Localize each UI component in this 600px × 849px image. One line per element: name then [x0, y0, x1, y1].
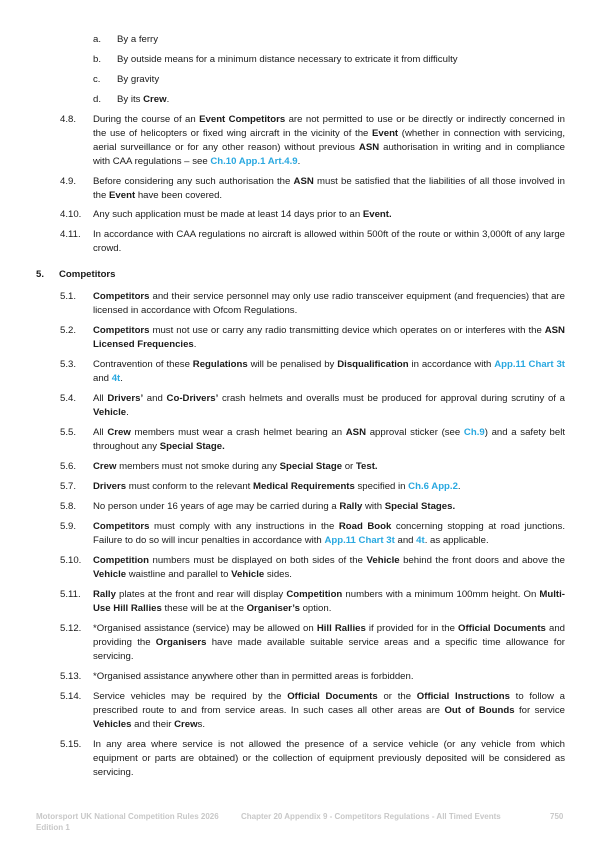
ref-app11-chart3t[interactable]: App.11 Chart 3t — [494, 359, 565, 370]
clause-5-14: 5.14. Service vehicles may be required by the Official Documents or the Official Instructions to follow a prescribed route to and from service areas. In such cases all other areas are Out of Bounds for service Vehicles and their Crews. — [60, 691, 566, 730]
ref-app11-chart3t[interactable]: App.11 Chart 3t — [324, 535, 395, 546]
ref-4t[interactable]: 4t — [111, 373, 121, 384]
ref-4t[interactable]: 4t — [416, 535, 425, 546]
footer-page-number: 750 — [550, 812, 564, 821]
clause-5-4: 5.4. All Drivers’ and Co-Drivers’ crash helmets and overalls must be produced for approval during scrutiny of a Vehicle. — [60, 393, 566, 418]
clause-5-2: 5.2. Competitors must not use or carry any radio transmitting device which operates on or interferes with the ASN Licensed Frequencies. — [60, 325, 565, 350]
clause-5-12: 5.12. *Organised assistance (service) may be allowed on Hill Rallies if provided for in the Official Documents and providing the Organisers have made available suitable service areas and a specific time allowance for servicing. — [60, 623, 565, 662]
clause-4-8: 4.8. During the course of an Event Competitors are not permitted to use or be directly or indirectly concerned in the use of helicopters or fixed wing aircraft in the vicinity of the Event (whether in connection with servicing, aerial surveillance or for any other reason) without previous ASN authorisation in writing and in compliance with CAA regulations – see Ch.10 App.1 Art.4.9. — [60, 114, 566, 167]
footer-chapter: Chapter 20 Appendix 9 - Competitors Regulations - All Timed Events — [241, 812, 501, 821]
clause-4-9: 4.9. Before considering any such authorisation the ASN must be satisfied that the liabilities of all those involved in the Event have been covered. — [60, 176, 566, 201]
clause-5-13: 5.13. *Organised assistance anywhere other than in permitted areas is forbidden. — [60, 671, 414, 682]
document-page: a. By a ferry b. By outside means for a minimum distance necessary to extricate it from difficulty c. By gravity d. By its Crew. 4.8. During the course of an Event Competitors are not permitted to use or be directly or indirectly concerned in the use of helicopters or fixed wing aircraft in the vicinity of the Event (whether in connection with servicing, aerial surveillance or for any other reason) without previous ASN authorisation in writing and in compliance with CAA regulations – see Ch.10 App.1 Art.4.9. 4.9. Before considering any such authorisation the ASN must be satisfied that the liabilities of all those involved in the Event have been covered. 4.10. Any such application must be made at least 14 days prior to an Event. 4.11. In accordance with CAA regulations no aircraft is allowed within 500ft of the route or within 3,000ft of any large crowd. 5. Competitors 5.1. Competitors and their service personnel may only use radio transceiver equipment (and frequencies) that are licensed in accordance with Ofcom Regulations. 5.2. Competitors must not use or carry any radio transmitting device which operates on or interferes with the ASN Licensed Frequencies. 5.3. Contravention of these Regulations will be penalised by Disqualification in accordance with App.11 Chart 3t and 4t. 5.4. All Drivers’ and Co-Drivers’ crash helmets and overalls must be produced for approval during scrutiny of a Vehicle. 5.5. All Crew members must wear a crash helmet bearing an ASN approval sticker (see Ch.9) and a safety belt throughout any Special Stage. 5.6. Crew members must not smoke during any Special Stage or Test. 5.7. Drivers must conform to the relevant Medical Requirements specified in Ch.6 App.2. 5.8. No person under 16 years of age may be carried during a Rally with Special Stages. 5.9. Competitors must comply with any instructions in the Road Book concerning stopping at road junctions. Failure to do so will incur penalties in accordance with App.11 Chart 3t and 4t. as applicable. 5.10. Competition numbers must be displayed on both sides of the Vehicle behind the front doors and above the Vehicle waistline and parallel to Vehicle sides. 5.11. Rally plates at the front and rear will display Competition numbers with a minimum 100mm height. On Multi-Use Hill Rallies these will be at the Organiser’s option. 5.12. *Organised assistance (service) may be allowed on Hill Rallies if provided for in the Official Documents and providing the Organisers have made available suitable service areas and a specific time allowance for servicing. 5.13. *Organised assistance anywhere other than in permitted areas is forbidden. 5.14. Service vehicles may be required by the Official Documents or the Official Instructions to follow a prescribed route to and from service areas. In such cases all other areas are Out of Bounds for service Vehicles and their Crews. 5.15. In any area where service is not allowed the presence of a service vehicle (or any vehicle from which equipment or parts are obtained) or the collection of equipment previously deposited will be considered as servicing. Motorsport UK National Competition Rules 2026 Edition 1 Chapter 20 Appendix 9 - Competitors Regulations - All Timed Events 750 — [36, 34, 566, 832]
clause-4-10: 4.10. Any such application must be made at least 14 days prior to an Event. — [60, 209, 392, 220]
clause-5-11: 5.11. Rally plates at the front and rear will display Competition numbers with a minimum 100mm height. On Multi-Use Hill Rallies these will be at the Organiser’s option. — [60, 589, 565, 614]
clause-5-1: 5.1. Competitors and their service personnel may only use radio transceiver equipment (and frequencies) that are licensed in accordance with Ofcom Regulations. — [60, 291, 565, 316]
clause-5-10: 5.10. Competition numbers must be displayed on both sides of the Vehicle behind the front doors and above the Vehicle waistline and parallel to Vehicle sides. — [60, 555, 565, 580]
clause-5-15: 5.15. In any area where service is not allowed the presence of a service vehicle (or any vehicle from which equipment or parts are obtained) or the collection of equipment previously deposited will be considered as servicing. — [60, 739, 565, 778]
ref-ch10-app1[interactable]: Ch.10 App.1 Art.4.9 — [210, 156, 298, 167]
clause-5-6: 5.6. Crew members must not smoke during any Special Stage or Test. — [60, 461, 378, 472]
clause-5-5: 5.5. All Crew members must wear a crash helmet bearing an ASN approval sticker (see Ch.9) and a safety belt throughout any Special Stage. — [60, 427, 566, 452]
clause-4-11: 4.11. In accordance with CAA regulations no aircraft is allowed within 500ft of the route or within 3,000ft of any large crowd. — [60, 229, 565, 254]
clause-5-9: 5.9. Competitors must comply with any instructions in the Road Book concerning stopping at road junctions. Failure to do so will incur penalties in accordance with App.11 Chart 3t and 4t. as applicable. — [60, 521, 566, 546]
clause-5-3: 5.3. Contravention of these Regulations will be penalised by Disqualification in accordance with App.11 Chart 3t and 4t. — [60, 359, 565, 384]
ref-ch6-app2[interactable]: Ch.6 App.2 — [408, 481, 458, 492]
clause-5-8: 5.8. No person under 16 years of age may be carried during a Rally with Special Stages. — [60, 501, 456, 512]
footer-publication: Motorsport UK National Competition Rules 2026 Edition 1 — [36, 812, 219, 832]
clause-5-7: 5.7. Drivers must conform to the relevant Medical Requirements specified in Ch.6 App.2. — [60, 481, 461, 492]
ref-ch9[interactable]: Ch.9 — [463, 427, 485, 438]
